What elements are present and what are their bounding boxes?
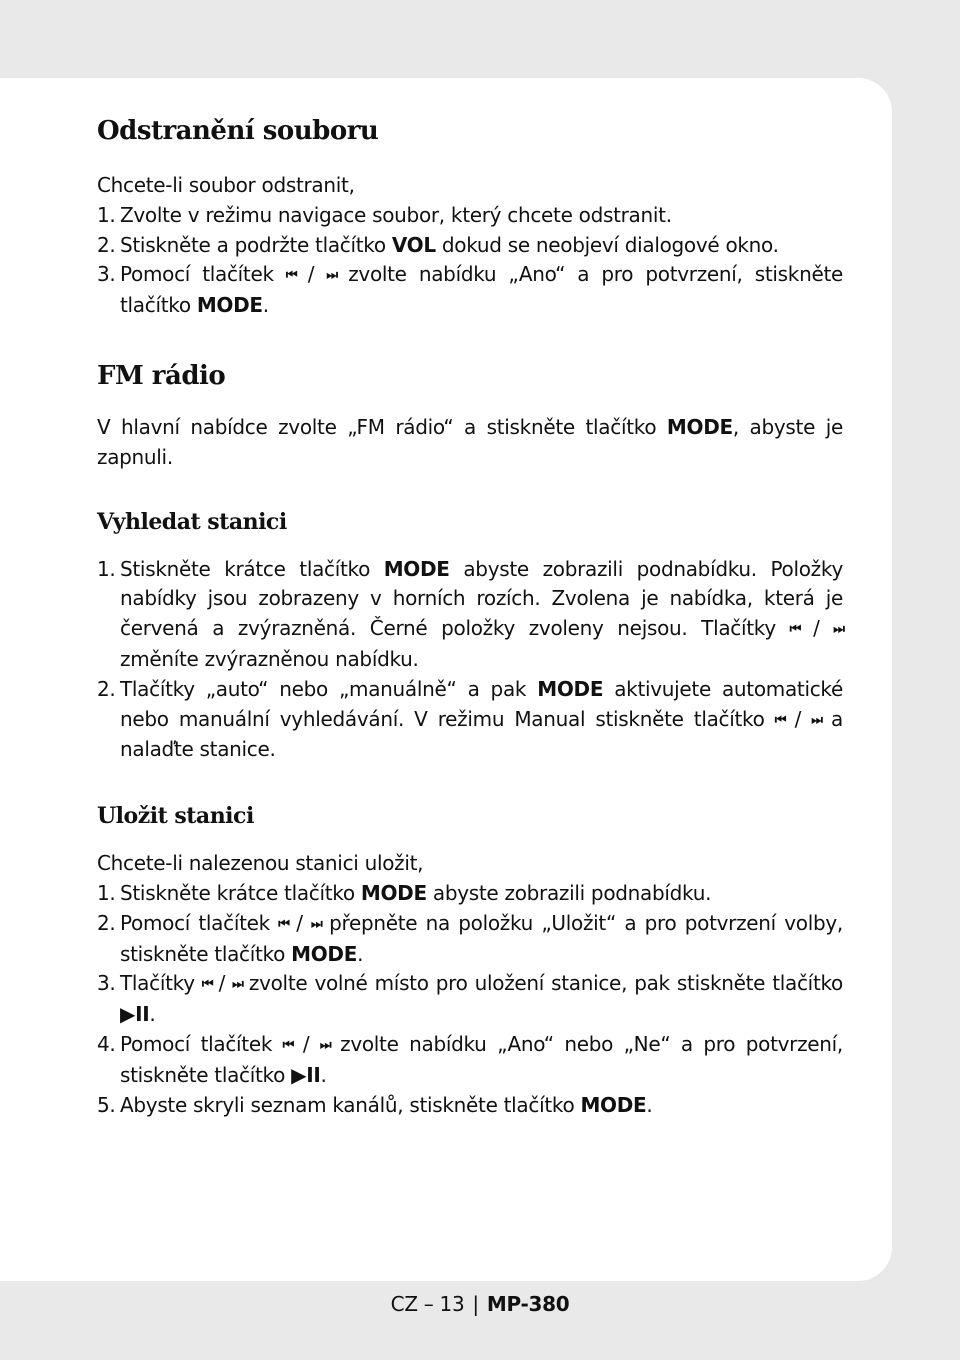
item-number: 1. [97,880,116,905]
slash: / [799,616,834,641]
item-number: 4. [97,1031,116,1056]
play-pause-icon: ▶II [120,1002,150,1027]
text-run: Tlačítky „auto“ nebo „manuálně“ a pak [120,676,538,701]
skip-back-icon: ⏮ [285,268,296,284]
text-run: a nalaďte stanice. [120,706,844,762]
item-number: 2. [97,232,116,257]
text-run: přepněte na položku „Uložit“ a pro potvrzení volby, stiskněte tlačítko [120,910,843,966]
text-run: . [357,941,364,966]
text-run: aktivujete automatické nebo manuální vyhledávání. V režimu Manual stiskněte tlačítko [120,676,843,731]
item-number: 2. [97,676,116,701]
skip-back-icon: ⏮ [282,1037,293,1053]
list-item [97,1030,843,1091]
list-item [97,879,843,909]
text-run: Pomocí tlačítek [120,910,279,935]
text-run: , abyste je zapnuli. [97,414,843,469]
list-item [97,675,843,765]
section-title-fm-radio: FM rádio [97,360,226,391]
item-number: 3. [97,971,116,996]
text-run: abyste zobrazili podnabídku. [426,880,712,905]
button-name: MODE [196,293,263,318]
button-name: MODE [666,414,733,439]
slash: / [295,262,327,287]
text-run: . [646,1092,653,1117]
save-steps-list [97,879,843,1120]
text-run: V hlavní nabídce zvolte „FM rádio“ a stiskněte tlačítko [97,414,667,439]
text-run: Stiskněte krátce tlačítko [120,556,384,581]
footer-separator: | [472,1292,479,1316]
page-sheet [0,78,892,1281]
section-title-search-station: Vyhledat stanici [97,508,287,535]
list-item [97,969,843,1030]
intro-text: Chcete-li soubor odstranit, [97,173,355,197]
page-content [97,78,843,1120]
section-title-delete-file: Odstranění souboru [97,116,379,146]
item-text [120,909,843,970]
button-name: MODE [537,676,604,701]
section-delete-file-body [97,171,843,321]
slash: / [211,971,233,996]
text-run: . [262,293,269,318]
text-run: Stiskněte krátce tlačítko [120,880,361,905]
skip-forward-icon: ⏭ [326,268,337,284]
page-footer [0,1292,960,1316]
skip-back-icon: ⏮ [278,916,288,932]
item-text [120,1091,843,1121]
search-steps-list [97,555,843,766]
skip-back-icon: ⏮ [201,977,212,993]
fm-radio-text [97,413,843,473]
text-run: Pomocí tlačítek [120,1031,283,1056]
text-run: . [149,1002,156,1027]
button-name: MODE [580,1092,647,1117]
item-text [120,555,843,675]
text-run: Pomocí tlačítek [120,262,286,287]
page-number: CZ – 13 [390,1292,465,1316]
item-text [120,260,843,321]
item-number: 3. [97,262,116,287]
button-name: MODE [383,556,450,581]
item-text [120,1030,843,1091]
text-run: . [320,1062,327,1087]
item-text [120,879,843,909]
skip-forward-icon: ⏭ [319,1037,330,1053]
steps-list [97,201,843,321]
list-item [97,201,843,231]
skip-forward-icon: ⏭ [811,712,821,728]
skip-forward-icon: ⏭ [311,916,321,932]
slash: / [287,910,312,935]
text-run: zvolte volné místo pro uložení stanice, pak stiskněte tlačítko [241,971,843,996]
item-text [120,969,843,1030]
button-name: VOL [391,232,436,257]
intro-text: Chcete-li nalezenou stanici uložit, [97,851,424,876]
skip-forward-icon: ⏭ [232,977,242,993]
text-run: zvolte nabídku „Ano“ nebo „Ne“ a pro potvrzení, stiskněte tlačítko [120,1031,843,1087]
slash: / [292,1031,320,1056]
text-run: zvolte nabídku „Ano“ a pro potvrzení, stiskněte tlačítko [120,262,843,318]
skip-back-icon: ⏮ [774,712,785,728]
skip-forward-icon: ⏭ [833,622,843,638]
item-text [120,675,843,765]
text-run: dokud se neobjeví dialogové okno. [435,232,779,257]
list-item [97,555,843,675]
item-number: 5. [97,1092,116,1117]
list-item [97,909,843,970]
item-number: 1. [97,202,116,227]
text-run: Tlačítky [120,971,202,996]
slash: / [784,706,812,731]
item-text: Zvolte v režimu navigace soubor, který chcete odstranit. [120,202,672,227]
list-item [97,231,843,261]
model-name: MP-380 [486,1292,570,1316]
play-pause-icon: ▶II [291,1062,321,1087]
section-title-save-station: Uložit stanici [97,803,254,830]
list-item [97,260,843,321]
list-item [97,1091,843,1121]
text-run: Abyste skryli seznam kanálů, stiskněte tlačítko [120,1092,581,1117]
item-text [120,231,843,261]
text-run: abyste zobrazili podnabídku. Položky nabídky jsou zobrazeny v horních rozích. Zvolena je nabídka, která je červená a zvýrazněná. Černé položky zvoleny nejsou. Tlačítky [120,556,843,641]
text-run: Stiskněte a podržte tlačítko [120,232,392,257]
item-number: 1. [97,556,116,581]
text-run: změníte zvýrazněnou nabídku. [120,646,419,671]
button-name: MODE [291,941,358,966]
button-name: MODE [360,880,427,905]
section-save-station-body [97,849,843,1120]
skip-back-icon: ⏮ [789,622,800,638]
item-number: 2. [97,910,116,935]
